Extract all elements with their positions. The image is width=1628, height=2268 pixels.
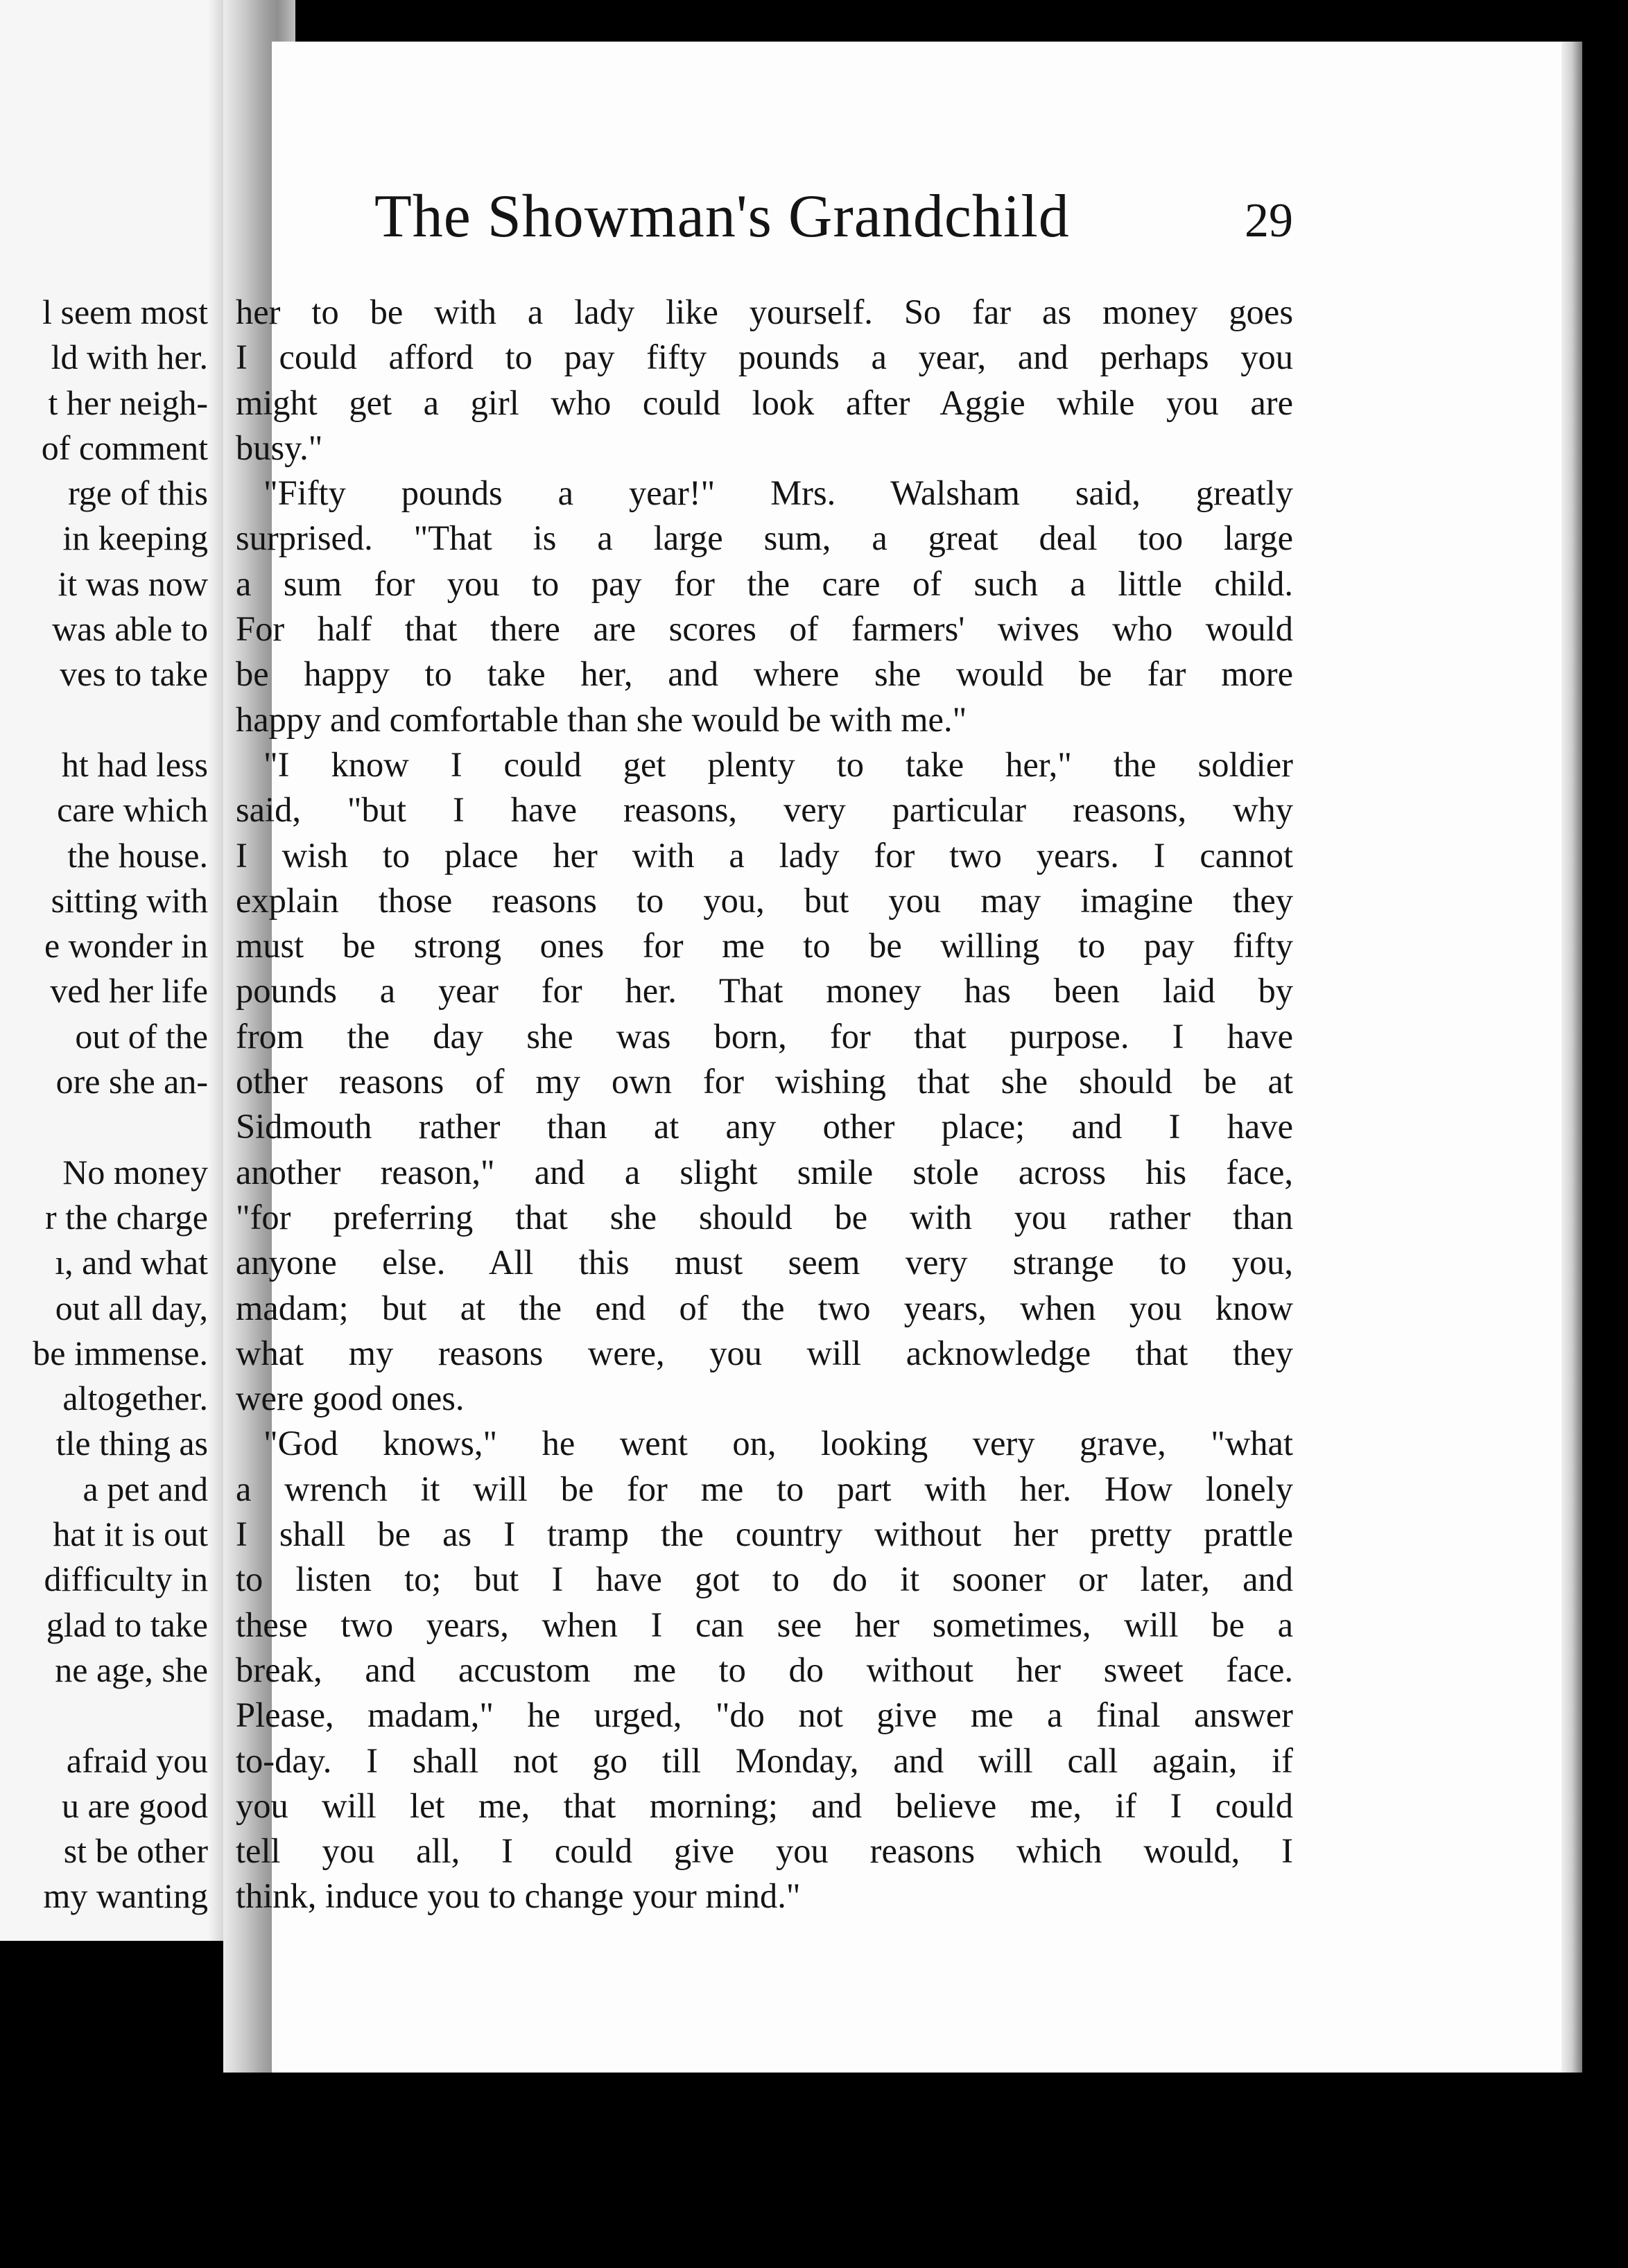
facing-text-line: st be other bbox=[63, 1831, 208, 1871]
facing-text-line: ore she an- bbox=[55, 1062, 208, 1101]
text-line: I shall be as I tramp the country without her pretty prattle bbox=[236, 1515, 1293, 1554]
text-line: happy and comfortable than she would be with me." bbox=[236, 699, 967, 739]
facing-text-line bbox=[0, 697, 208, 742]
text-line: a sum for you to pay for the care of such a little child. bbox=[236, 564, 1293, 603]
text-line: from the day she was born, for that purpose. I have bbox=[236, 1016, 1293, 1056]
text-line: other reasons of my own for wishing that she should be at bbox=[236, 1062, 1293, 1101]
facing-text-line: my wanting bbox=[43, 1876, 208, 1916]
facing-text-line: hat it is out bbox=[53, 1515, 208, 1554]
page-body-text bbox=[236, 290, 1293, 1919]
facing-text-line: out of the bbox=[75, 1016, 208, 1056]
text-line: another reason," and a slight smile stole across his face, bbox=[236, 1152, 1293, 1192]
text-line: madam; but at the end of the two years, when you know bbox=[236, 1288, 1293, 1327]
facing-text-line: u are good bbox=[61, 1786, 208, 1825]
facing-text-line: ht had less bbox=[61, 744, 208, 784]
facing-text-line: l seem most bbox=[42, 293, 208, 331]
text-line: busy." bbox=[236, 428, 323, 467]
text-line: to listen to; but I have got to do it sooner or later, and bbox=[236, 1560, 1293, 1599]
facing-text-line: afraid you bbox=[66, 1741, 208, 1780]
text-line: "I know I could get plenty to take her," the soldier bbox=[263, 744, 1293, 784]
text-line: her to be with a lady like yourself. So far as money goes bbox=[236, 293, 1293, 331]
facing-text-line: was able to bbox=[52, 609, 208, 649]
facing-text-line: t her neigh- bbox=[48, 383, 208, 422]
text-line: "God knows," he went on, looking very grave, "what bbox=[263, 1424, 1293, 1463]
facing-text-line: difficulty in bbox=[44, 1560, 208, 1599]
facing-text-line: sitting with bbox=[51, 880, 208, 920]
text-line: what my reasons were, you will acknowledge that they bbox=[236, 1333, 1293, 1372]
text-line: might get a girl who could look after Aggie while you are bbox=[236, 383, 1293, 422]
facing-text-line bbox=[0, 1693, 208, 1738]
facing-text-line: it was now bbox=[58, 564, 208, 603]
facing-text-line: the house. bbox=[67, 835, 208, 875]
facing-page bbox=[0, 0, 236, 1941]
text-line: you will let me, that morning; and believe me, if I could bbox=[236, 1786, 1293, 1825]
text-line: think, induce you to change your mind." bbox=[236, 1876, 801, 1916]
facing-page-running-head bbox=[0, 182, 14, 265]
facing-text-line: of comment bbox=[41, 428, 208, 467]
text-line: For half that there are scores of farmers' wives who would bbox=[236, 609, 1293, 649]
text-line: to-day. I shall not go till Monday, and will call again, if bbox=[236, 1741, 1293, 1780]
text-line: break, and accustom me to do without her sweet face. bbox=[236, 1650, 1293, 1689]
text-line: these two years, when I can see her sometimes, will be a bbox=[236, 1605, 1293, 1644]
text-line: be happy to take her, and where she would be far more bbox=[236, 654, 1293, 694]
text-line: must be strong ones for me to be willing to pay fifty bbox=[236, 926, 1293, 966]
text-line: I could afford to pay fifty pounds a year, and perhaps you bbox=[236, 338, 1293, 377]
facing-text-line: r the charge bbox=[44, 1197, 208, 1237]
facing-text-line: e wonder in bbox=[44, 926, 208, 966]
page-number: 29 bbox=[1245, 194, 1293, 247]
running-head-title: The Showman's Grandchild bbox=[374, 183, 1070, 250]
facing-text-line: care which bbox=[57, 790, 208, 830]
facing-text-line bbox=[0, 1104, 208, 1149]
text-line: anyone else. All this must seem very strange to you, bbox=[236, 1243, 1293, 1282]
text-line: "Fifty pounds a year!" Mrs. Walsham said, greatly bbox=[263, 473, 1293, 513]
facing-text-line: ne age, she bbox=[55, 1650, 208, 1689]
facing-text-line: be immense. bbox=[33, 1333, 208, 1372]
text-line: a wrench it will be for me to part with her. How lonely bbox=[236, 1469, 1293, 1508]
text-line: said, "but I have reasons, very particular reasons, why bbox=[236, 790, 1293, 830]
facing-text-line: a pet and bbox=[83, 1469, 208, 1508]
facing-page-text bbox=[0, 290, 208, 1919]
facing-text-line: in keeping bbox=[62, 518, 208, 558]
text-line: tell you all, I could give you reasons which would, I bbox=[236, 1831, 1293, 1871]
text-line: Please, madam," he urged, "do not give me a final answer bbox=[236, 1695, 1293, 1735]
facing-text-line: glad to take bbox=[46, 1605, 208, 1644]
facing-text-line: out all day, bbox=[55, 1288, 208, 1327]
text-line: explain those reasons to you, but you may imagine they bbox=[236, 880, 1293, 920]
running-head bbox=[374, 182, 1293, 265]
facing-text-line: rge of this bbox=[68, 473, 208, 513]
facing-text-line: ved her life bbox=[50, 971, 208, 1011]
text-line: pounds a year for her. That money has been laid by bbox=[236, 971, 1293, 1011]
facing-text-line: ld with her. bbox=[51, 338, 208, 377]
text-line: I wish to place her with a lady for two years. I cannot bbox=[236, 835, 1293, 875]
text-line: were good ones. bbox=[236, 1379, 465, 1418]
facing-text-line: tle thing as bbox=[55, 1424, 208, 1463]
text-line: "for preferring that she should be with you rather than bbox=[236, 1197, 1293, 1237]
facing-text-line: No money bbox=[62, 1152, 208, 1192]
text-line: Sidmouth rather than at any other place; and I have bbox=[236, 1107, 1293, 1146]
facing-text-line: ves to take bbox=[60, 654, 208, 694]
text-line: surprised. "That is a large sum, a great deal too large bbox=[236, 518, 1293, 558]
facing-text-line: ı, and what bbox=[55, 1243, 208, 1282]
facing-text-line: altogether. bbox=[62, 1379, 208, 1418]
page-edge bbox=[1561, 42, 1582, 2073]
